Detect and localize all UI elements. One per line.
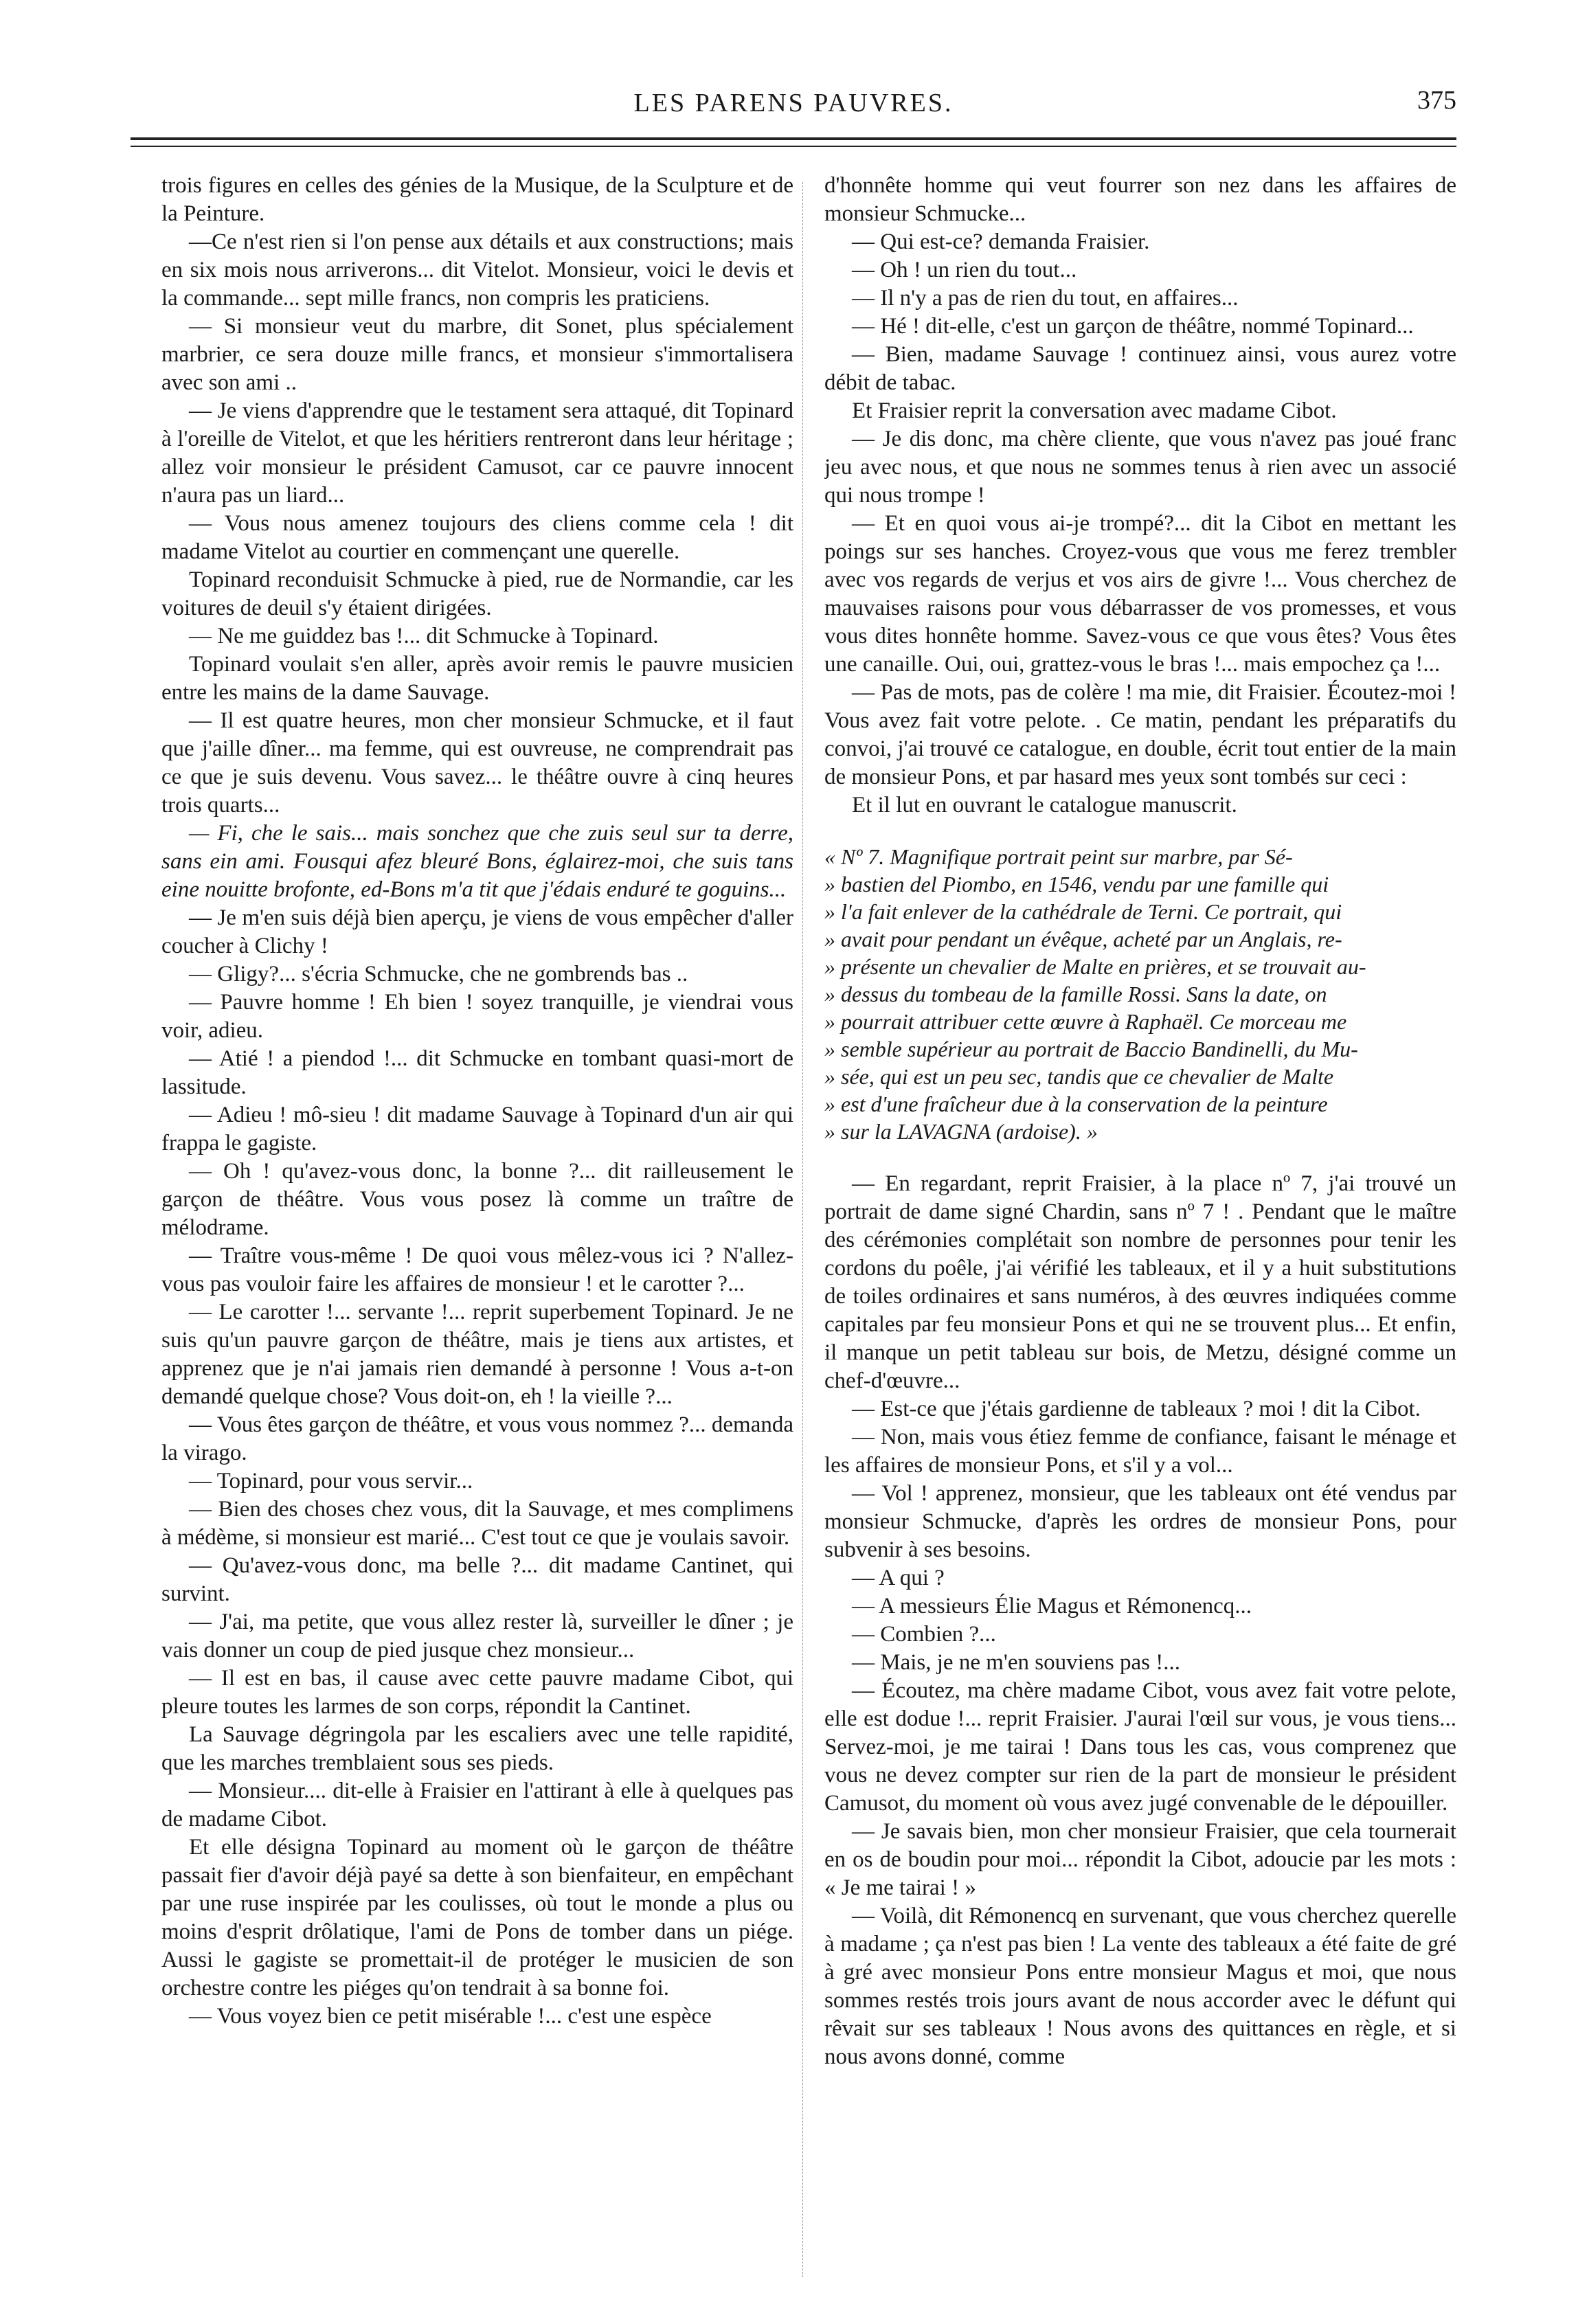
paragraph: — Écoutez, ma chère madame Cibot, vous avez fait votre pelote, elle est dodue !... reprit Fraisier. J'aurai l'œil sur vous, je vous tiens... Servez-moi, je me tairai ! Dans tous les cas, vous comprenez que vous ne devez compter sur rien de la part de monsieur le président Camusot, du moment où vous avez jugé convenable de le dépouiller. <box>824 1678 1456 1816</box>
paragraph: — Hé ! dit-elle, c'est un garçon de théâtre, nommé Topinard... <box>852 314 1414 339</box>
quote-line: » semble supérieur au portrait de Baccio Bandinelli, du Mu- <box>824 1037 1358 1061</box>
page-header <box>131 88 1456 129</box>
quote-line: » avait pour pendant un évêque, acheté par un Anglais, re- <box>824 927 1342 951</box>
paragraph: — J'ai, ma petite, que vous allez rester là, surveiller le dîner ; je vais donner un coup de pied jusque chez monsieur... <box>161 1610 793 1662</box>
paragraph: La Sauvage dégringola par les escaliers avec une telle rapidité, que les marches tremblaient sous ses pieds. <box>161 1722 793 1775</box>
quote-line: » sur la LAVAGNA (ardoise). » <box>824 1119 1098 1144</box>
paragraph: — A messieurs Élie Magus et Rémonencq... <box>852 1594 1252 1618</box>
quote-line: » pourrait attribuer cette œuvre à Raphaël. Ce morceau me <box>824 1009 1347 1034</box>
paragraph: — Gligy?... s'écria Schmucke, che ne gombrends bas .. <box>189 962 688 986</box>
paragraph: — Bien des choses chez vous, dit la Sauvage, et mes complimens à médème, si monsieur est marié... C'est tout ce que je voulais savoir. <box>161 1497 793 1550</box>
paragraph: — Vous nous amenez toujours des cliens comme cela ! dit madame Vitelot au courtier en commençant une querelle. <box>161 511 793 564</box>
quote-line: » bastien del Piombo, en 1546, vendu par une famille qui <box>824 872 1329 896</box>
paragraph: — Non, mais vous étiez femme de confiance, faisant le ménage et les affaires de monsieur Pons, et s'il y a vol... <box>824 1425 1456 1478</box>
paragraph: Et il lut en ouvrant le catalogue manuscrit. <box>852 793 1237 817</box>
paragraph: — Oh ! un rien du tout... <box>852 258 1077 282</box>
paragraph: — Traître vous-même ! De quoi vous mêlez-vous ici ? N'allez-vous pas vouloir faire les affaires de monsieur ! et le carotter ?... <box>161 1243 793 1296</box>
paragraph: — Je m'en suis déjà bien aperçu, je viens de vous empêcher d'aller coucher à Clichy ! <box>161 905 793 958</box>
paragraph: — Je dis donc, ma chère cliente, que vous n'avez pas joué franc jeu avec nous, et que nous ne sommes tenus à rien avec un associé qui nous trompe ! <box>824 427 1456 508</box>
quote-line: » l'a fait enlever de la cathédrale de Terni. Ce portrait, qui <box>824 899 1342 924</box>
paragraph: — Qu'avez-vous donc, ma belle ?... dit madame Cantinet, qui survint. <box>161 1553 793 1606</box>
paragraph: — Pas de mots, pas de colère ! ma mie, dit Fraisier. Écoutez-moi ! Vous avez fait votre pelote. . Ce matin, pendant les préparatifs du convoi, j'ai trouvé ce catalogue, en double, écrit tout entier de la main de monsieur Pons, et par hasard mes yeux sont tombés sur ceci : <box>824 680 1456 789</box>
left-column <box>161 172 793 2288</box>
paragraph: — Monsieur.... dit-elle à Fraisier en l'attirant à elle à quelques pas de madame Cibot. <box>161 1779 793 1831</box>
paragraph: — Est-ce que j'étais gardienne de tableaux ? moi ! dit la Cibot. <box>852 1397 1421 1421</box>
paragraph: — Je viens d'apprendre que le testament sera attaqué, dit Topinard à l'oreille de Vitelot, et que les héritiers rentreront dans leur héritage ; allez voir monsieur le président Camusot, car ce pauvre innocent n'aura pas un liard... <box>161 398 793 508</box>
paragraph: Et elle désigna Topinard au moment où le garçon de théâtre passait fier d'avoir déjà payé sa dette à son bienfaiteur, en empêchant par une ruse inspirée par les coulisses, où tout le monde a plus ou moins d'esprit drôlatique, l'ami de Pons de tomber dans un piége. Aussi le gagiste se promettait-il de protéger le musicien de son orchestre contre les piéges qu'on tendrait à sa bonne foi. <box>161 1835 793 2000</box>
paragraph: Et Fraisier reprit la conversation avec madame Cibot. <box>852 398 1337 423</box>
paragraph: — Il n'y a pas de rien du tout, en affaires... <box>852 286 1239 311</box>
paragraph: — Et en quoi vous ai-je trompé?... dit la Cibot en mettant les poings sur ses hanches. Croyez-vous que vous me ferez trembler avec vos regards de verjus et vos airs de givre !... Vous cherchez de mauvaises raisons pour vous débarrasser de vos promesses, et vous vous dites honnête homme. Savez-vous ce que vous êtes? Vous êtes une canaille. Oui, oui, grattez-vous le bras !... mais empochez ça !... <box>824 511 1456 677</box>
paragraph: — Vol ! apprenez, monsieur, que les tableaux ont été vendus par monsieur Schmucke, d'après les ordres de monsieur Pons, pour subvenir à ses besoins. <box>824 1481 1456 1562</box>
column-divider <box>802 182 803 2277</box>
paragraph: — Voilà, dit Rémonencq en survenant, que vous cherchez querelle à madame ; ça n'est pas bien ! La vente des tableaux a été faite de gré à gré avec monsieur Pons entre monsieur Magus et moi, que nous sommes restés trois jours avant de nous accorder avec le défunt qui rêvait sur ses tableaux ! Nous avons des quittances en règle, et si nous avons donné, comme <box>824 1904 1456 2069</box>
quote-line: » sée, qui est un peu sec, tandis que ce chevalier de Malte <box>824 1064 1334 1089</box>
paragraph: — Je savais bien, mon cher monsieur Fraisier, que cela tournerait en os de boudin pour moi... répondit la Cibot, adoucie par les mots : « Je me tairai ! » <box>824 1819 1456 1900</box>
paragraph: — En regardant, reprit Fraisier, à la place nº 7, j'ai trouvé un portrait de dame signé Chardin, sans nº 7 ! . Pendant que le maître des cérémonies complétait son nombre de personnes pour tenir les cordons du poêle, j'ai vérifié les tableaux, et il y a huit substitutions de toiles ordinaires et sans numéros, à des œuvres indiquées comme capitales par feu monsieur Pons et qui ne se trouvent plus... Et enfin, il manque un petit tableau sur bois, de Metzu, désigné comme un chef-d'œuvre... <box>824 1171 1456 1393</box>
paragraph: — Il est en bas, il cause avec cette pauvre madame Cibot, qui pleure toutes les larmes de son corps, répondit la Cantinet. <box>161 1666 793 1719</box>
paragraph: — Le carotter !... servante !... reprit superbement Topinard. Je ne suis qu'un pauvre garçon de théâtre, mais je tiens aux artistes, et apprenez que je n'ai jamais rien demandé à personne ! Vous a-t-on demandé quelque chose? Vous doit-on, eh ! la vieille ?... <box>161 1300 793 1409</box>
paragraph: — Fi, che le sais... mais sonchez que che zuis seul sur ta derre, sans ein ami. Fousqui afez bleuré Bons, églairez-moi, che suis tans eine nouitte brofonte, ed-Bons m'a tit que j'édais enduré te goguins... <box>161 821 793 902</box>
paragraph: — Vous voyez bien ce petit misérable !... c'est une espèce <box>189 2004 712 2029</box>
paragraph: — Pauvre homme ! Eh bien ! soyez tranquille, je viendrai vous voir, adieu. <box>161 990 793 1043</box>
paragraph: Topinard voulait s'en aller, après avoir remis le pauvre musicien entre les mains de la dame Sauvage. <box>161 652 793 705</box>
paragraph: — Bien, madame Sauvage ! continuez ainsi, vous aurez votre débit de tabac. <box>824 342 1456 395</box>
quote-line: « Nº 7. Magnifique portrait peint sur marbre, par Sé- <box>824 844 1293 869</box>
paragraph: —Ce n'est rien si l'on pense aux détails et aux constructions; mais en six mois nous arriverons... dit Vitelot. Monsieur, voici le devis et la commande... sept mille francs, non compris les praticiens. <box>161 229 793 311</box>
quote-line: » dessus du tombeau de la famille Rossi. Sans la date, on <box>824 982 1327 1006</box>
quote-line: » présente un chevalier de Malte en prières, et se trouvait au- <box>824 954 1366 979</box>
paragraph: d'honnête homme qui veut fourrer son nez dans les affaires de monsieur Schmucke... <box>824 173 1456 226</box>
paragraph: — A qui ? <box>852 1566 945 1590</box>
paragraph: trois figures en celles des génies de la Musique, de la Sculpture et de la Peinture. <box>161 173 793 226</box>
paragraph: — Adieu ! mô-sieu ! dit madame Sauvage à Topinard d'un air qui frappa le gagiste. <box>161 1103 793 1155</box>
header-rule-thick <box>131 137 1456 140</box>
paragraph: — Mais, je ne m'en souviens pas !... <box>852 1650 1180 1675</box>
paragraph: — Vous êtes garçon de théâtre, et vous vous nommez ?... demanda la virago. <box>161 1412 793 1465</box>
paragraph: — Oh ! qu'avez-vous donc, la bonne ?... dit railleusement le garçon de théâtre. Vous vous posez là comme un traître de mélodrame. <box>161 1159 793 1240</box>
paragraph: — Topinard, pour vous servir... <box>189 1469 473 1493</box>
quote-line: » est d'une fraîcheur due à la conservation de la peinture <box>824 1092 1328 1116</box>
page-number: 375 <box>1417 86 1456 115</box>
paragraph: — Si monsieur veut du marbre, dit Sonet, plus spécialement marbrier, ce sera douze mille francs, et monsieur s'immortalisera avec son ami .. <box>161 314 793 395</box>
paragraph: — Ne me guiddez bas !... dit Schmucke à Topinard. <box>189 624 659 648</box>
right-column <box>824 172 1456 2288</box>
paragraph: — Qui est-ce? demanda Fraisier. <box>852 229 1150 254</box>
catalogue-quote <box>824 843 1456 1145</box>
paragraph: — Combien ?... <box>852 1622 996 1647</box>
header-rule-thin <box>131 146 1456 147</box>
paragraph: — Atié ! a piendod !... dit Schmucke en tombant quasi-mort de lassitude. <box>161 1046 793 1099</box>
running-title: LES PARENS PAUVRES. <box>633 89 954 117</box>
paragraph: Topinard reconduisit Schmucke à pied, rue de Normandie, car les voitures de deuil s'y étaient dirigées. <box>161 567 793 620</box>
paragraph: — Il est quatre heures, mon cher monsieur Schmucke, et il faut que j'aille dîner... ma femme, qui est ouvreuse, ne comprendrait pas ce que je suis devenu. Vous savez... le théâtre ouvre à cinq heures trois quarts... <box>161 708 793 817</box>
